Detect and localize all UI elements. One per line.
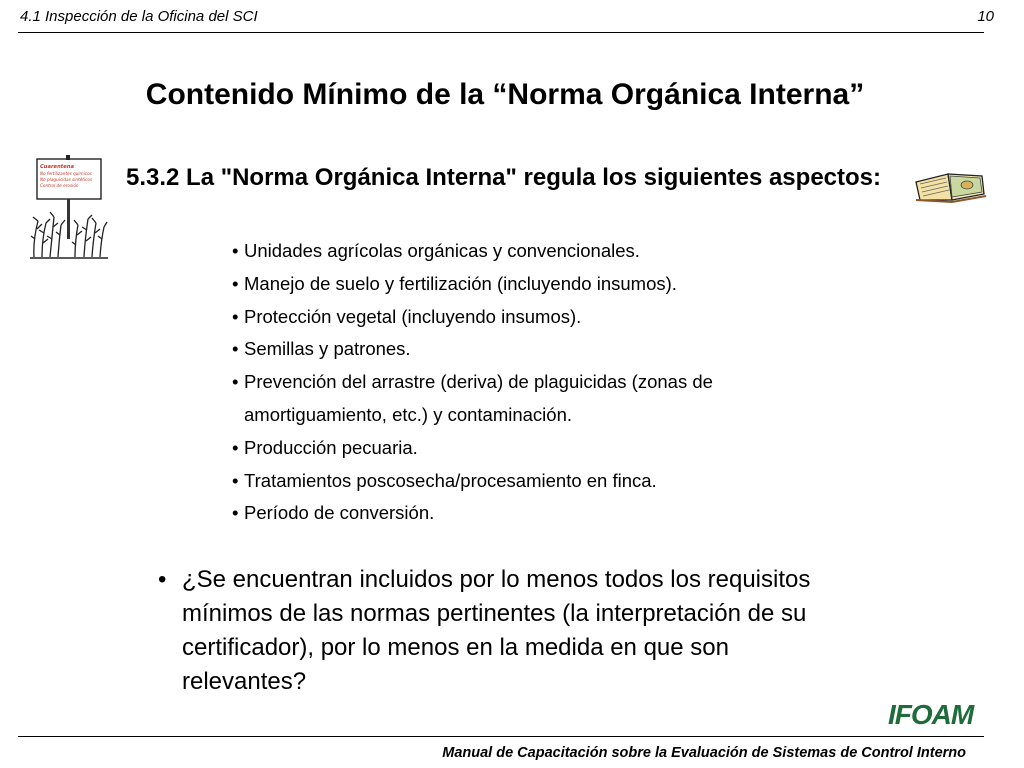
sign-line-4: Control de erosión [40, 183, 79, 188]
aspect-item: • Manejo de suelo y fertilización (incluyendo insumos). [232, 268, 842, 301]
section-label: 4.1 Inspección de la Oficina del SCI [20, 8, 258, 25]
aspects-list [232, 235, 842, 530]
header-divider [18, 32, 984, 33]
warning-sign-icon [30, 155, 108, 260]
slide-title: Contenido Mínimo de la “Norma Orgánica Interna” [145, 78, 865, 111]
ifoam-logo [886, 697, 986, 729]
aspect-item: • Unidades agrícolas orgánicas y convencionales. [232, 235, 842, 268]
sign-line-1: Cuarentena [40, 164, 74, 170]
question-block [158, 563, 848, 699]
footer-caption: Manual de Capacitación sobre la Evaluación de Sistemas de Control Interno [442, 745, 966, 761]
aspect-item: • Período de conversión. [232, 497, 842, 530]
sign-line-2: No fertilizantes químicos [40, 171, 92, 176]
logo-text: IFOAM [888, 699, 974, 729]
bullet-marker: • [158, 566, 167, 593]
review-question: ¿Se encuentran incluidos por lo menos todos los requisitos mínimos de las normas pertinentes (la interpretación de su certificador), por lo menos en la medida en que son relevantes? [182, 566, 811, 695]
aspect-item: • Protección vegetal (incluyendo insumos). [232, 301, 842, 334]
footer-divider [18, 736, 984, 737]
aspect-item: • Tratamientos poscosecha/procesamiento en finca. [232, 465, 842, 498]
aspect-item: • Prevención del arrastre (deriva) de plaguicidas (zonas de amortiguamiento, etc.) y contaminación. [232, 366, 842, 432]
slide-header [0, 0, 1024, 34]
open-book-icon [912, 170, 988, 204]
sign-line-3: No plaguicidas sintéticos [40, 177, 93, 182]
page-number: 10 [977, 8, 994, 25]
aspect-item: • Producción pecuaria. [232, 432, 842, 465]
section-subtitle: 5.3.2 La "Norma Orgánica Interna" regula los siguientes aspectos: [126, 164, 882, 191]
aspect-item: • Semillas y patrones. [232, 333, 842, 366]
